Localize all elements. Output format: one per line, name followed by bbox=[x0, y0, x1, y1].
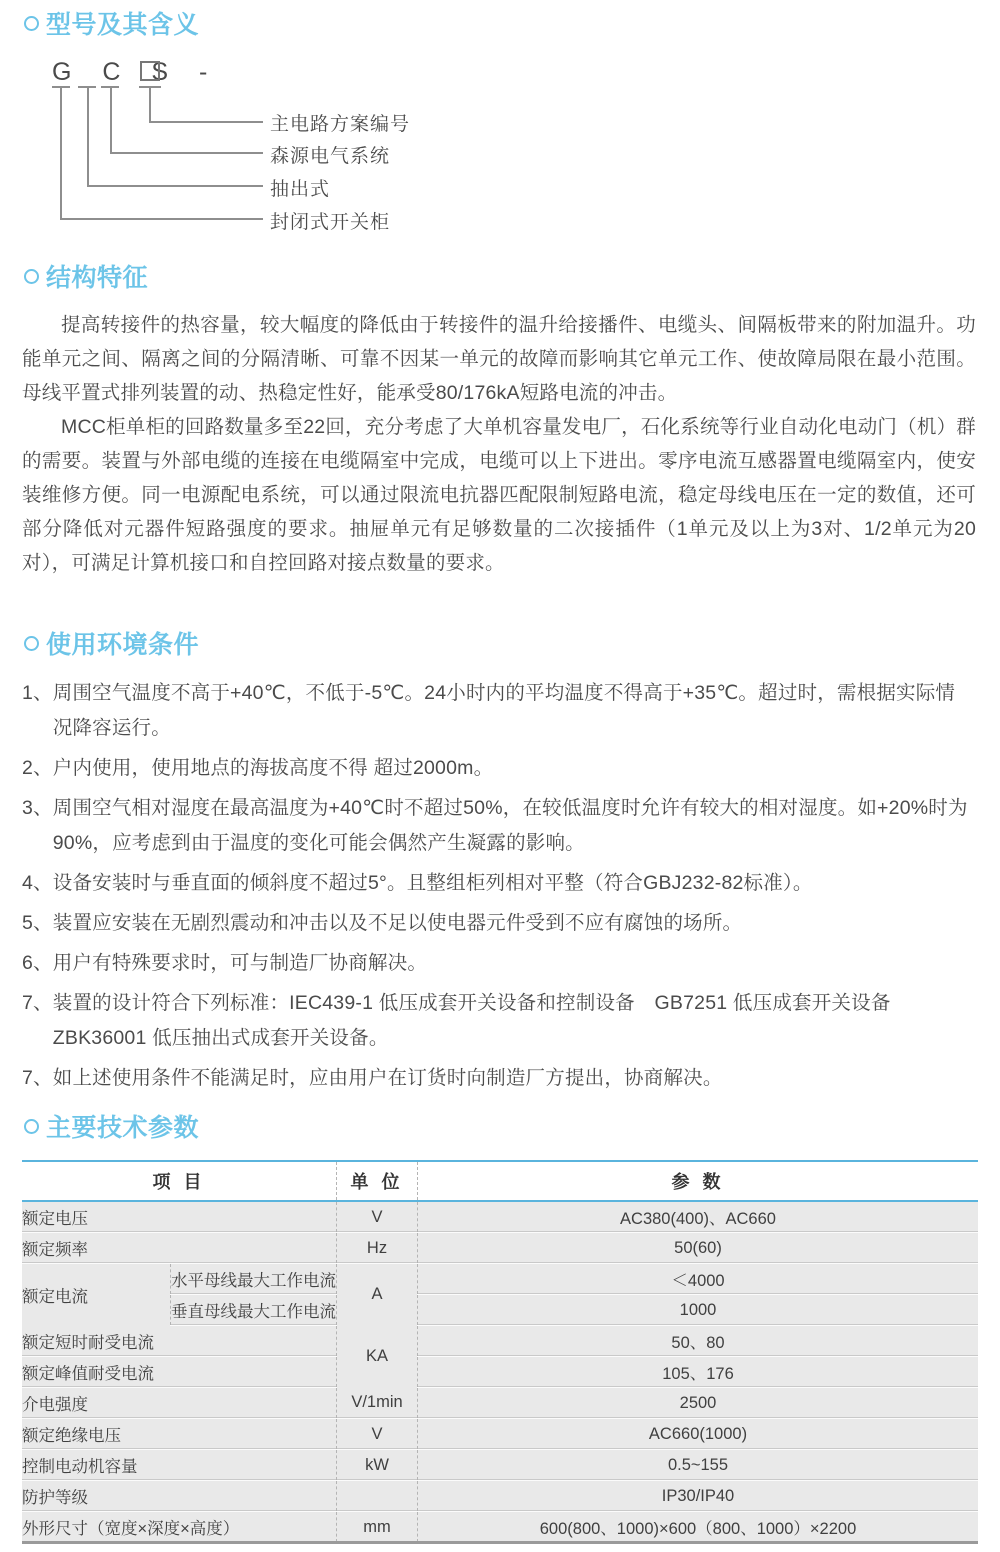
list-item-number: 1、 bbox=[22, 682, 53, 704]
circle-bullet-icon bbox=[24, 636, 39, 651]
diagram-label-senyuan-electric-system: 森源电气系统 bbox=[270, 146, 391, 167]
cell-unit: KA bbox=[337, 1326, 418, 1388]
environment-conditions-list bbox=[22, 676, 972, 1101]
list-item bbox=[22, 676, 972, 746]
cell-unit: V/1min bbox=[337, 1388, 418, 1419]
cell-item: 控制电动机容量 bbox=[22, 1450, 337, 1481]
section-heading-structure bbox=[24, 266, 148, 291]
list-item-number: 5、 bbox=[22, 912, 53, 934]
cell-parameter: 600(800、1000)×600（800、1000）×2200 bbox=[418, 1512, 979, 1543]
list-item-text: 装置的设计符合下列标准：IEC439-1 低压成套开关设备和控制设备 GB7251 低压成套开关设备 ZBK36001 低压抽出式成套开关设备。 bbox=[52, 992, 891, 1049]
section-heading-structure-label: 结构特征 bbox=[46, 264, 149, 292]
section-heading-environment bbox=[24, 633, 199, 658]
list-item bbox=[22, 791, 972, 861]
diagram-label-withdrawable-type: 抽出式 bbox=[270, 179, 331, 200]
table-row bbox=[22, 1201, 978, 1233]
cell-parameter: 50(60) bbox=[418, 1233, 979, 1264]
structure-paragraph-1: 提高转接件的热容量，较大幅度的降低由于转接件的温升给接播件、电缆头、间隔板带来的附加温升。功能单元之间、隔离之间的分隔清晰、可靠不因某一单元的故障而影响其它单元工作、使故障局限在最小范围。母线平置式排列装置的动、热稳定性好，能承受80/176kA短路电流的冲击。 bbox=[22, 314, 976, 404]
table-row bbox=[22, 1450, 978, 1481]
table-row bbox=[22, 1326, 978, 1357]
diagram-label-enclosed-switchgear: 封闭式开关柜 bbox=[270, 212, 391, 233]
leader-vertical-3 bbox=[87, 86, 89, 186]
model-code-letters: G C S - bbox=[52, 58, 220, 86]
cell-subitem: 垂直母线最大工作电流 bbox=[171, 1295, 337, 1326]
table-bottom-rule bbox=[22, 1541, 978, 1544]
list-item-number: 2、 bbox=[22, 757, 53, 779]
diagram-label-main-circuit-scheme-number: 主电路方案编号 bbox=[270, 114, 411, 135]
cell-item: 介电强度 bbox=[22, 1388, 337, 1419]
cell-item: 外形尺寸（宽度×深度×高度） bbox=[22, 1512, 337, 1543]
list-item-number: 4、 bbox=[22, 872, 53, 894]
list-item bbox=[22, 751, 972, 786]
list-item-text: 周围空气温度不高于+40℃，不低于-5℃。24小时内的平均温度不得高于+35℃。超过时，需根据实际情况降容运行。 bbox=[52, 682, 956, 739]
leader-horizontal-1 bbox=[149, 121, 263, 123]
list-item-text: 周围空气相对湿度在最高温度为+40℃时不超过50%，在较低温度时允许有较大的相对湿度。如+20%时为90%，应考虑到由于温度的变化可能会偶然产生凝露的影响。 bbox=[52, 797, 968, 854]
table-header bbox=[22, 1161, 978, 1201]
cell-unit bbox=[337, 1481, 418, 1512]
cell-unit: V bbox=[337, 1419, 418, 1450]
circle-bullet-icon bbox=[24, 1119, 39, 1134]
leader-horizontal-3 bbox=[87, 185, 263, 187]
cell-parameter: AC380(400)、AC660 bbox=[418, 1201, 979, 1233]
cell-parameter: 105、176 bbox=[418, 1357, 979, 1388]
cell-parameter: 1000 bbox=[418, 1295, 979, 1326]
section-heading-model-label: 型号及其含义 bbox=[46, 11, 200, 39]
circle-bullet-icon bbox=[24, 269, 39, 284]
leader-horizontal-2 bbox=[110, 152, 263, 154]
cell-item: 额定短时耐受电流 bbox=[22, 1326, 337, 1357]
table-body bbox=[22, 1201, 978, 1542]
cell-unit: kW bbox=[337, 1450, 418, 1481]
cell-parameter: IP30/IP40 bbox=[418, 1481, 979, 1512]
list-item-number: 7、 bbox=[22, 1067, 53, 1089]
section-heading-parameters-label: 主要技术参数 bbox=[46, 1114, 200, 1142]
model-code-diagram bbox=[0, 0, 560, 240]
table-row bbox=[22, 1481, 978, 1512]
column-header-item: 项 目 bbox=[22, 1161, 337, 1201]
empty-square-placeholder-icon bbox=[140, 61, 160, 81]
cell-item: 防护等级 bbox=[22, 1481, 337, 1512]
cell-item: 额定绝缘电压 bbox=[22, 1419, 337, 1450]
list-item-text: 设备安装时与垂直面的倾斜度不超过5°。且整组柜列相对平整（符合GBJ232-82标准）。 bbox=[52, 872, 813, 894]
list-item-text: 如上述使用条件不能满足时，应由用户在订货时向制造厂方提出，协商解决。 bbox=[52, 1067, 723, 1089]
list-item-number: 3、 bbox=[22, 797, 53, 819]
section-heading-environment-label: 使用环境条件 bbox=[46, 631, 200, 659]
list-item bbox=[22, 906, 972, 941]
cell-parameter: AC660(1000) bbox=[418, 1419, 979, 1450]
table-header-row bbox=[22, 1161, 978, 1201]
list-item-text: 用户有特殊要求时，可与制造厂协商解决。 bbox=[52, 952, 428, 974]
leader-vertical-1 bbox=[149, 86, 151, 122]
cell-item: 额定电压 bbox=[22, 1201, 337, 1233]
cell-unit: mm bbox=[337, 1512, 418, 1543]
column-header-parameter: 参 数 bbox=[418, 1161, 979, 1201]
list-item-number: 6、 bbox=[22, 952, 53, 974]
table-row bbox=[22, 1264, 978, 1295]
table-row bbox=[22, 1357, 978, 1388]
cell-parameter: 0.5~155 bbox=[418, 1450, 979, 1481]
cell-parameter: ＜4000 bbox=[418, 1264, 979, 1295]
table-row bbox=[22, 1388, 978, 1419]
section-heading-parameters bbox=[24, 1116, 199, 1141]
cell-subitem: 水平母线最大工作电流 bbox=[171, 1264, 337, 1295]
cell-unit: A bbox=[337, 1264, 418, 1326]
list-item bbox=[22, 866, 972, 901]
technical-parameters-table bbox=[22, 1160, 978, 1542]
column-header-unit: 单 位 bbox=[337, 1161, 418, 1201]
leader-vertical-2 bbox=[110, 86, 112, 153]
cell-item: 额定频率 bbox=[22, 1233, 337, 1264]
list-item bbox=[22, 986, 972, 1056]
table-row bbox=[22, 1233, 978, 1264]
structure-paragraph-2: MCC柜单柜的回路数量多至22回，充分考虑了大单机容量发电厂，石化系统等行业自动化电动门（机）群的需要。装置与外部电缆的连接在电缆隔室中完成，电缆可以上下进出。零序电流互感器置电缆隔室内，使安装维修方便。同一电源配电系统，可以通过限流电抗器匹配限制短路电流，稳定母线电压在一定的数值，还可部分降低对元器件短路强度的要求。抽屉单元有足够数量的二次接插件（1单元及以上为3对、1/2单元为20对），可满足计算机接口和自控回路对接点数量的要求。 bbox=[22, 416, 976, 574]
cell-item: 额定峰值耐受电流 bbox=[22, 1357, 337, 1388]
cell-parameter: 50、80 bbox=[418, 1326, 979, 1357]
list-item bbox=[22, 946, 972, 981]
leader-horizontal-4 bbox=[60, 218, 263, 220]
table-row bbox=[22, 1512, 978, 1543]
list-item bbox=[22, 1061, 972, 1096]
cell-parameter: 2500 bbox=[418, 1388, 979, 1419]
list-item-number: 7、 bbox=[22, 992, 53, 1014]
leader-vertical-4 bbox=[60, 86, 62, 219]
list-item-text: 装置应安装在无剧烈震动和冲击以及不足以使电器元件受到不应有腐蚀的场所。 bbox=[52, 912, 743, 934]
cell-unit: Hz bbox=[337, 1233, 418, 1264]
cell-item-rated-current: 额定电流 bbox=[22, 1264, 171, 1326]
table-row bbox=[22, 1419, 978, 1450]
list-item-text: 户内使用，使用地点的海拔高度不得 超过2000m。 bbox=[52, 757, 494, 779]
cell-unit: V bbox=[337, 1201, 418, 1233]
